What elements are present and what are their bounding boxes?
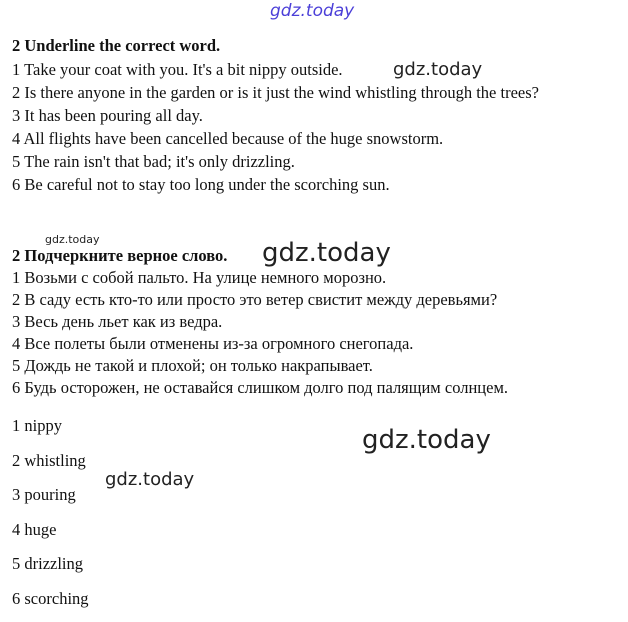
watermark-answers-right: gdz.today (362, 425, 491, 455)
sentence-en-6: 6 Be careful not to stay too long under the scorching sun. (12, 175, 390, 194)
watermark-large-ru: gdz.today (262, 238, 391, 268)
sentence-en-4: 4 All flights have been cancelled because of the huge snowstorm. (12, 129, 444, 148)
answer-1: 1 nippy (12, 416, 62, 435)
sentence-en-5: 5 The rain isn't that bad; it's only drizzling. (12, 152, 295, 171)
exercise-heading-ru: 2 Подчеркните верное слово. (12, 246, 228, 265)
header-watermark: gdz.today (270, 1, 355, 21)
sentence-ru-3: 3 Весь день льет как из ведра. (12, 312, 223, 331)
sentence-ru-1: 1 Возьми с собой пальто. На улице немного морозно. (12, 268, 387, 287)
answer-4: 4 huge (12, 520, 57, 539)
sentence-ru-2: 2 В саду есть кто-то или просто это ветер свистит между деревьями? (12, 290, 498, 309)
watermark-inline-en: gdz.today (393, 59, 483, 80)
sentence-en-3: 3 It has been pouring all day. (12, 106, 203, 125)
watermark-small-ru: gdz.today (45, 233, 100, 246)
sentence-en-2: 2 Is there anyone in the garden or is it just the wind whistling through the trees? (12, 83, 539, 102)
answer-3: 3 pouring (12, 485, 76, 504)
sentence-ru-4: 4 Все полеты были отменены из-за огромного снегопада. (12, 334, 414, 353)
sentence-en-1: 1 Take your coat with you. It's a bit nippy outside. (12, 60, 343, 79)
sentence-ru-5: 5 Дождь не такой и плохой; он только накрапывает. (12, 356, 373, 375)
answer-6: 6 scorching (12, 589, 89, 608)
watermark-answers-middle: gdz.today (105, 469, 195, 490)
exercise-heading-en: 2 Underline the correct word. (12, 36, 221, 55)
answer-2: 2 whistling (12, 451, 86, 470)
sentence-ru-6: 6 Будь осторожен, не оставайся слишком долго под палящим солнцем. (12, 378, 509, 397)
answer-5: 5 drizzling (12, 554, 84, 573)
